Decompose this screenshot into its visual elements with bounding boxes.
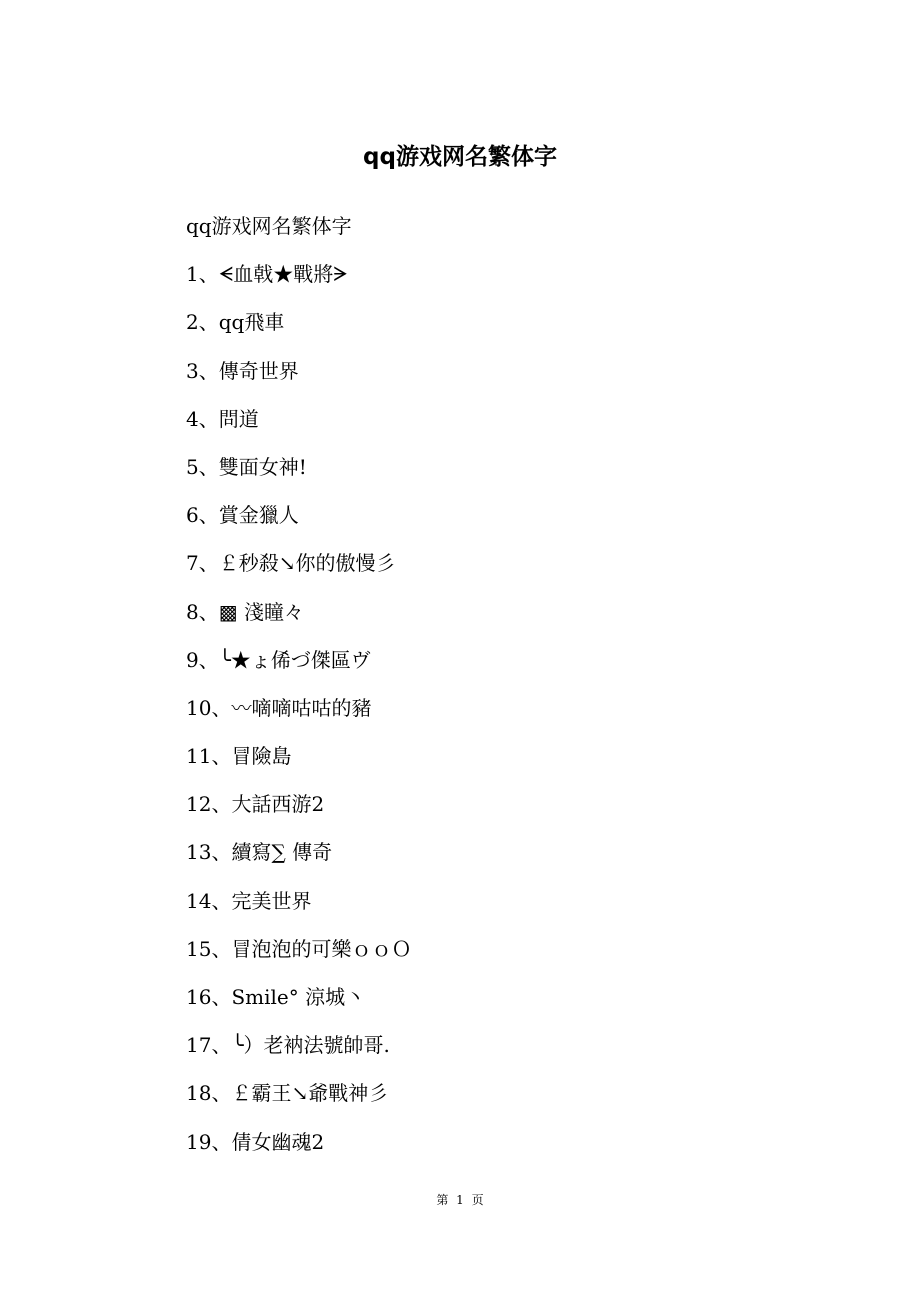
- list-item: 11、冒險島: [186, 744, 292, 769]
- list-item: 12、大話西游2: [186, 792, 325, 817]
- list-item: 13、續寫∑ 傳奇: [186, 840, 333, 865]
- page-footer: [0, 1190, 920, 1210]
- list-item: 16、Smile° 涼城丶: [186, 985, 366, 1009]
- document-title: qq游戏网名繁体字: [363, 144, 557, 170]
- list-item: 1、ᗕ血戟★戰將ᗒ: [186, 262, 348, 287]
- list-item: 7、￡秒殺↘你的傲慢彡: [186, 551, 396, 576]
- list-item: 5、雙面女神!: [186, 454, 307, 479]
- page-number: 1: [456, 1193, 464, 1207]
- document-body: [186, 206, 806, 1170]
- intro-line: qq游戏网名繁体字: [186, 214, 352, 238]
- list-item: 6、賞金獵人: [186, 503, 299, 528]
- list-item: 8、▩ 淺瞳々: [186, 599, 304, 624]
- list-item: 19、倩女幽魂2: [186, 1129, 325, 1154]
- list-item: 18、￡霸王↘爺戰神彡: [186, 1081, 389, 1106]
- list-item: 15、冒泡泡的可樂ｏｏＯ: [186, 936, 412, 961]
- list-item: 3、傳奇世界: [186, 358, 299, 383]
- list-item: 9、╰★ょ俙づ傑區ヴ: [186, 647, 371, 672]
- list-item: 14、完美世界: [186, 888, 312, 913]
- footer-prefix: 第: [436, 1193, 449, 1207]
- list-item: 17、╰）老衲法號帥哥.: [186, 1033, 390, 1058]
- list-item: 4、問道: [186, 406, 259, 431]
- footer-suffix: 页: [471, 1193, 484, 1207]
- list-item: 2、qq飛車: [186, 310, 285, 335]
- list-item: 10、〰嘀嘀咕咕的豬: [186, 695, 372, 720]
